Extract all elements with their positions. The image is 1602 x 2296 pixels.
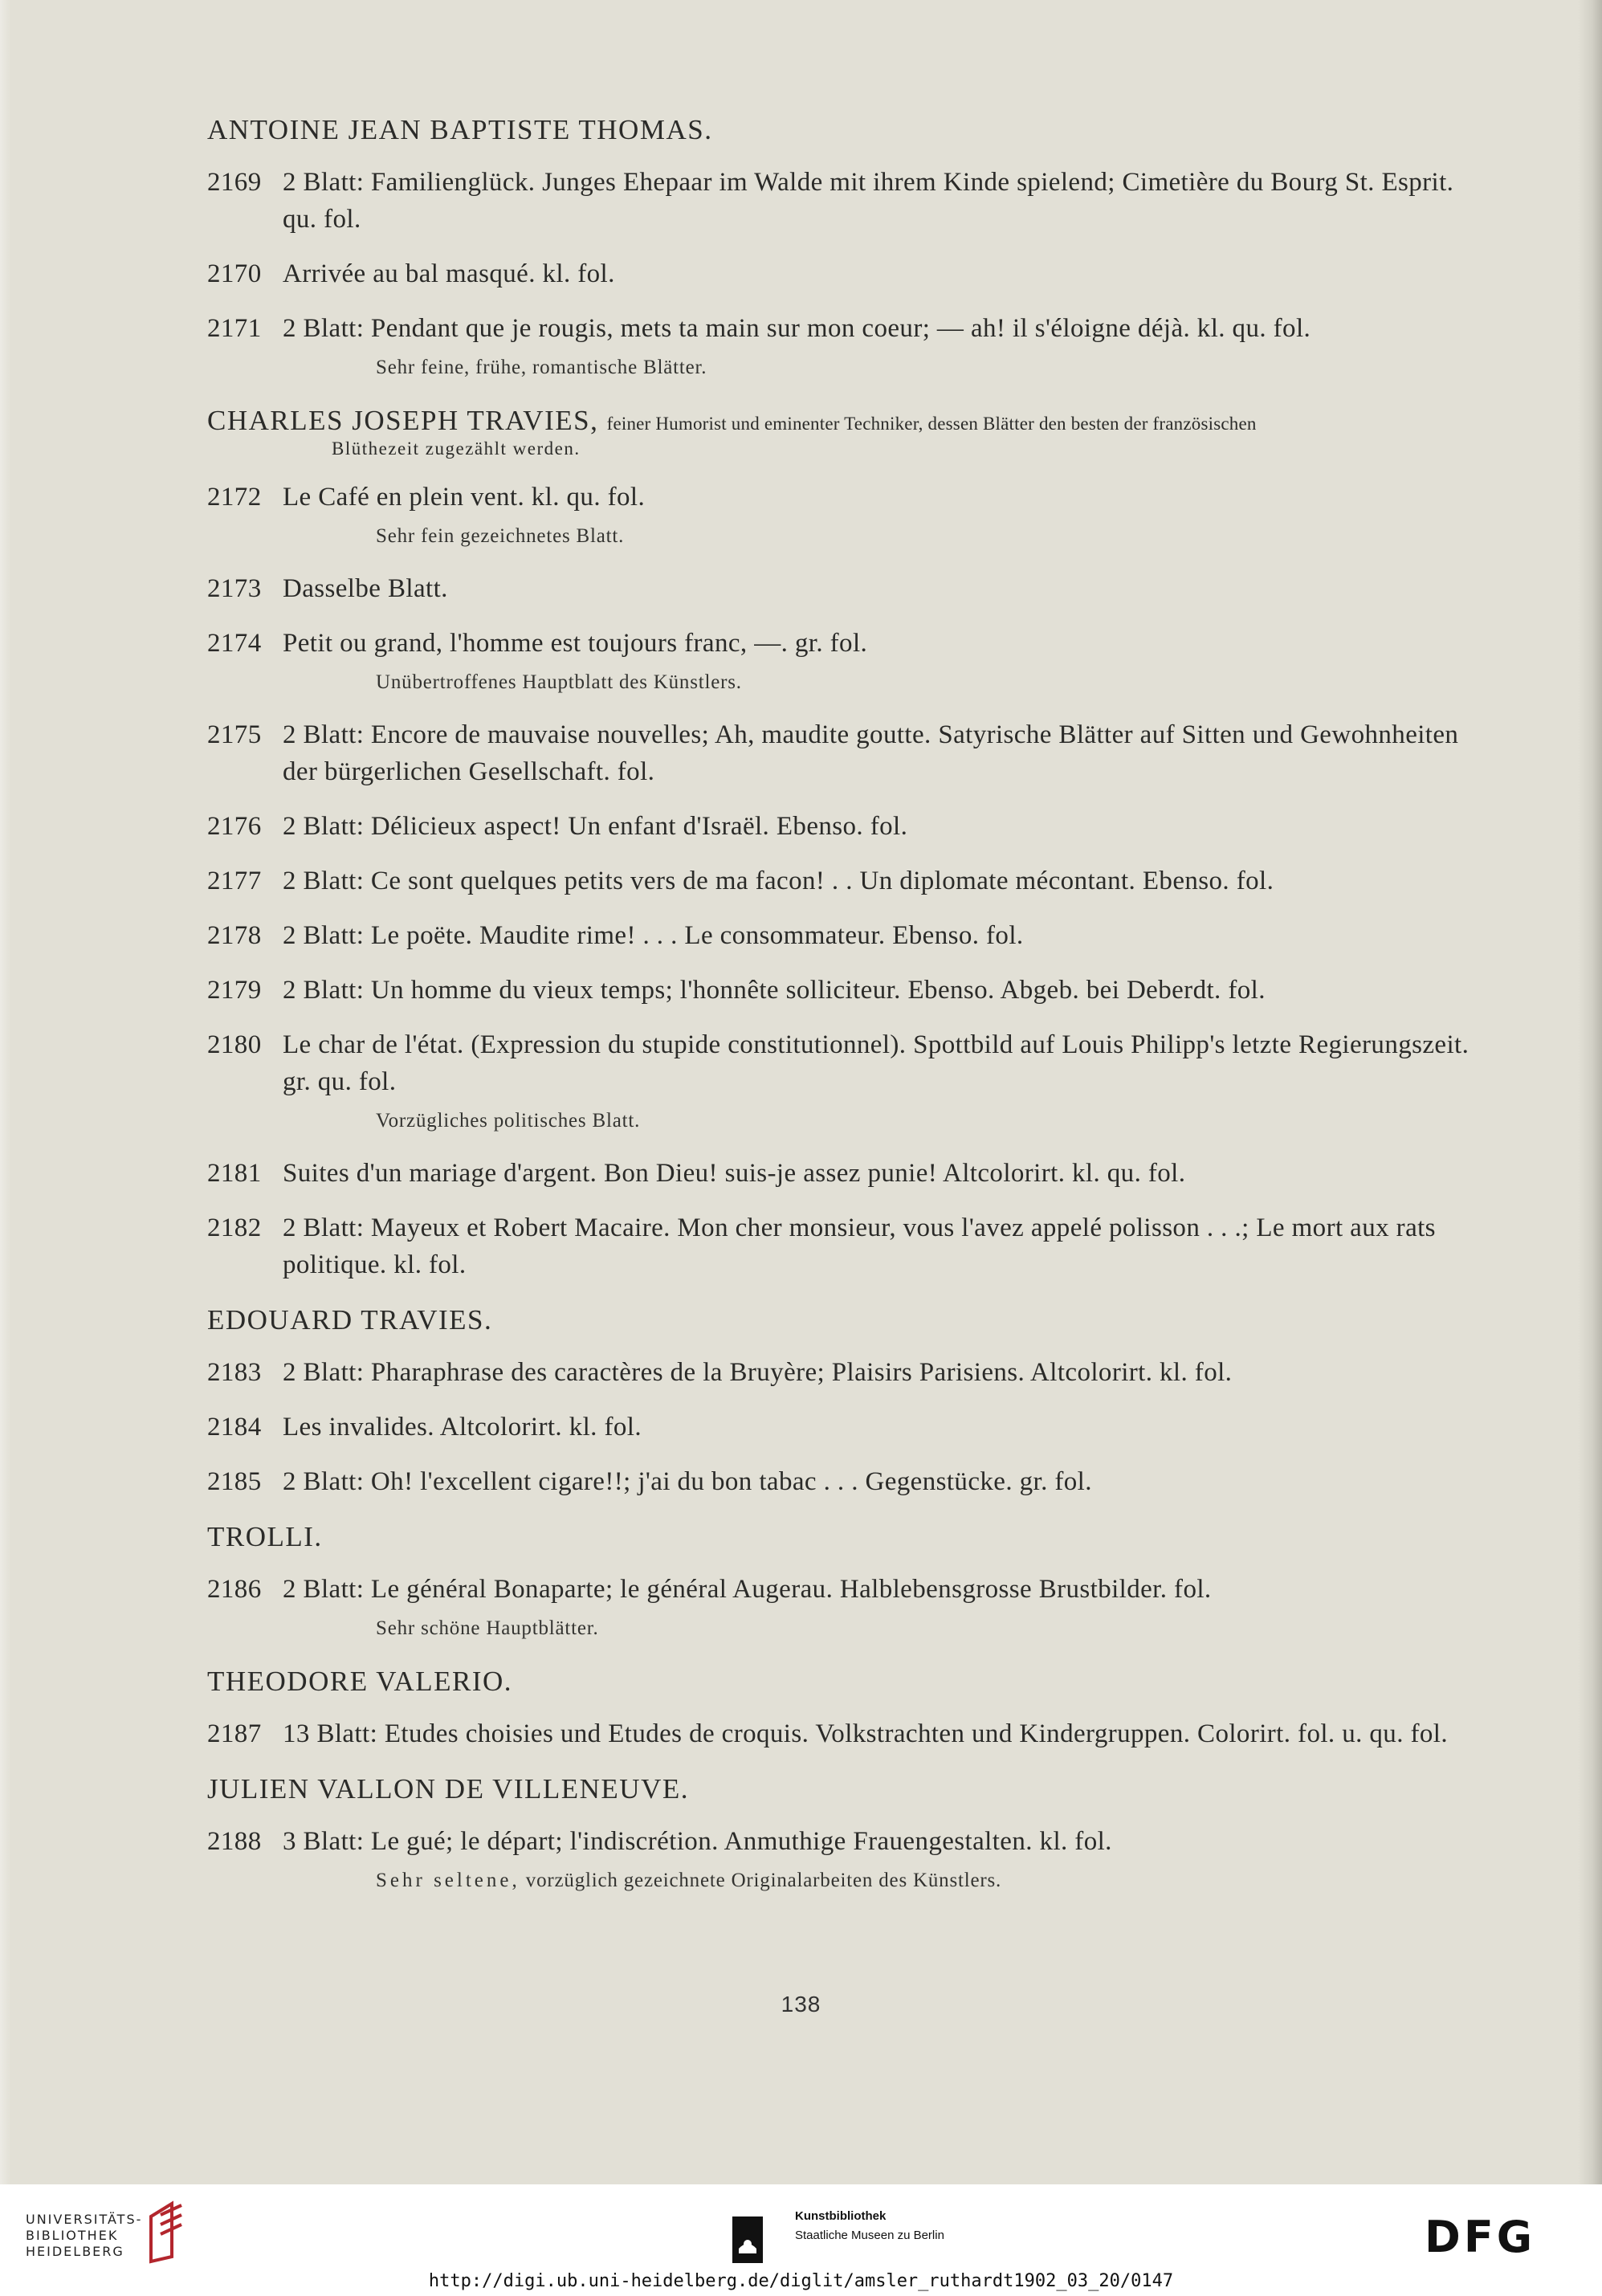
entry-text: 2 Blatt: Le poëte. Maudite rime! . . . Le consommateur. Ebenso. fol. [283, 921, 1024, 950]
entry-text: Arrivée au bal masqué. kl. fol. [283, 259, 615, 288]
entry-number: 2184 [207, 1413, 262, 1442]
entry-note: Unübertroffenes Hauptblatt des Künstlers. [376, 671, 742, 693]
catalogue-entry [207, 479, 1492, 516]
entry-text: 2 Blatt: Ce sont quelques petits vers de ma facon! . . Un diplomate mécontant. Ebenso. fol. [283, 867, 1274, 895]
artist-description-continued: Blüthezeit zugezählt werden. [332, 438, 581, 459]
artist-heading: ANTOINE JEAN BAPTISTE THOMAS. [207, 114, 713, 145]
entry-number: 2169 [207, 168, 262, 197]
catalogue-text [207, 111, 1492, 1915]
artist-description: feiner Humorist und eminenter Techniker, dessen Blätter den besten der französischen [606, 414, 1257, 434]
kunstbibliothek-subtitle: Staatliche Museen zu Berlin [795, 2229, 944, 2242]
catalogue-entry [207, 1155, 1492, 1192]
entry-text: 2 Blatt: Délicieux aspect! Un enfant d'Israël. Ebenso. fol. [283, 812, 908, 841]
entry-number: 2178 [207, 921, 262, 950]
catalogue-entry [207, 716, 1492, 790]
dfg-logo-icon [1425, 2216, 1577, 2255]
entry-note-rest: vorzüglich gezeichnete Originalarbeiten des Künstlers. [525, 1870, 1002, 1891]
entry-number: 2172 [207, 483, 262, 512]
permalink-url[interactable]: http://digi.ub.uni-heidelberg.de/diglit/amsler_ruthardt1902_03_20/0147 [428, 2271, 1174, 2291]
entry-number: 2179 [207, 976, 262, 1005]
catalogue-entry [207, 1409, 1492, 1446]
artist-heading: TROLLI. [207, 1521, 323, 1552]
entry-note: Sehr schöne Hauptblätter. [376, 1617, 599, 1639]
entry-text: 2 Blatt: Familienglück. Junges Ehepaar im Walde mit ihrem Kinde spielend; Cimetière du Bourg St. Esprit. qu. fol. [283, 168, 1454, 234]
catalogue-entry [207, 1209, 1492, 1283]
entry-text: Le char de l'état. (Expression du stupide constitutionnel). Spottbild auf Louis Philipp's letzte Regierungszeit. gr. qu. fol. [283, 1030, 1470, 1096]
catalogue-entry [207, 310, 1492, 347]
entry-note-emphasis: Sehr seltene, [376, 1870, 520, 1891]
page-number: 138 [781, 1992, 821, 2017]
entry-text: 3 Blatt: Le gué; le départ; l'indiscrétion. Anmuthige Frauengestalten. kl. fol. [283, 1827, 1112, 1856]
catalogue-entry [207, 625, 1492, 662]
entry-number: 2185 [207, 1467, 262, 1496]
entry-text: 2 Blatt: Pharaphrase des caractères de la Bruyère; Plaisirs Parisiens. Altcolorirt. kl. fol. [283, 1358, 1233, 1387]
entry-number: 2181 [207, 1159, 262, 1188]
entry-number: 2174 [207, 629, 262, 658]
catalogue-entry [207, 1354, 1492, 1391]
entry-text: 2 Blatt: Un homme du vieux temps; l'honnête solliciteur. Ebenso. Abgeb. bei Deberdt. fol. [283, 976, 1266, 1005]
ub-line-2: BIBLIOTHEK [26, 2228, 119, 2243]
entry-note: Sehr fein gezeichnetes Blatt. [376, 525, 625, 547]
kunstbibliothek-title: Kunstbibliothek [795, 2209, 887, 2223]
entry-text: 2 Blatt: Encore de mauvaise nouvelles; Ah, maudite goutte. Satyrische Blätter auf Sitten und Gewohnheiten der bürgerlichen Gesellschaft. fol. [283, 720, 1459, 786]
entry-number: 2182 [207, 1213, 262, 1242]
entry-text: Petit ou grand, l'homme est toujours franc, —. gr. fol. [283, 629, 868, 658]
catalogue-entry [207, 1571, 1492, 1608]
entry-text: Dasselbe Blatt. [283, 574, 448, 603]
ub-heidelberg-logo-icon [145, 2200, 193, 2265]
entry-number: 2180 [207, 1030, 262, 1059]
ub-heidelberg-name [26, 2212, 142, 2260]
catalogue-entry [207, 1823, 1492, 1860]
entry-number: 2177 [207, 867, 262, 895]
artist-heading: EDOUARD TRAVIES. [207, 1304, 493, 1336]
entry-number: 2187 [207, 1719, 262, 1748]
catalogue-entry [207, 570, 1492, 607]
entry-text: Les invalides. Altcolorirt. kl. fol. [283, 1413, 642, 1442]
ub-line-1: UNIVERSITÄTS- [26, 2212, 143, 2227]
entry-text: 2 Blatt: Mayeux et Robert Macaire. Mon cher monsieur, vous l'avez appelé polisson . . .; Le mort aux rats politique. kl. fol. [283, 1213, 1436, 1279]
catalogue-entry [207, 808, 1492, 845]
entry-number: 2175 [207, 720, 262, 749]
catalogue-entry [207, 1026, 1492, 1100]
entry-text: 2 Blatt: Oh! l'excellent cigare!!; j'ai du bon tabac . . . Gegenstücke. gr. fol. [283, 1467, 1092, 1496]
kunstbibliothek-logo-icon [732, 2216, 763, 2263]
viewer-footer [0, 2184, 1602, 2296]
entry-note: Sehr feine, frühe, romantische Blätter. [376, 357, 707, 378]
kunstbibliothek-text [795, 2207, 944, 2245]
catalogue-entry [207, 164, 1492, 238]
catalogue-entry [207, 255, 1492, 292]
page-fold-shadow [0, 0, 11, 2184]
artist-heading-block [207, 402, 1492, 459]
catalogue-entry [207, 917, 1492, 954]
entry-text: Le Café en plein vent. kl. qu. fol. [283, 483, 646, 512]
entry-number: 2186 [207, 1575, 262, 1604]
dfg-logo-text: DFG [1425, 2216, 1536, 2255]
catalogue-entry [207, 863, 1492, 899]
entry-note [207, 1866, 1492, 1895]
entry-text: 2 Blatt: Le général Bonaparte; le général Augerau. Halblebensgrosse Brustbilder. fol. [283, 1575, 1212, 1604]
entry-text: Suites d'un mariage d'argent. Bon Dieu! suis-je assez punie! Altcolorirt. kl. qu. fol. [283, 1159, 1186, 1188]
entry-number: 2171 [207, 314, 262, 343]
entry-note: Vorzügliches politisches Blatt. [376, 1110, 641, 1132]
entry-number: 2176 [207, 812, 262, 841]
entry-number: 2183 [207, 1358, 262, 1387]
artist-heading: JULIEN VALLON DE VILLENEUVE. [207, 1773, 689, 1805]
ub-line-3: HEIDELBERG [26, 2244, 124, 2259]
catalogue-entry [207, 972, 1492, 1009]
catalogue-entry [207, 1463, 1492, 1500]
catalogue-entry [207, 1715, 1492, 1752]
artist-heading: THEODORE VALERIO. [207, 1666, 513, 1697]
entry-text: 13 Blatt: Etudes choisies und Etudes de croquis. Volkstrachten und Kindergruppen. Colorirt. fol. u. qu. fol. [283, 1719, 1449, 1748]
entry-number: 2173 [207, 574, 262, 603]
entry-number: 2170 [207, 259, 262, 288]
entry-number: 2188 [207, 1827, 262, 1856]
artist-heading: CHARLES JOSEPH TRAVIES, [207, 405, 599, 436]
page-edge-shadow [1578, 0, 1602, 2184]
entry-text: 2 Blatt: Pendant que je rougis, mets ta main sur mon coeur; — ah! il s'éloigne déjà. kl. qu. fol. [283, 314, 1311, 343]
